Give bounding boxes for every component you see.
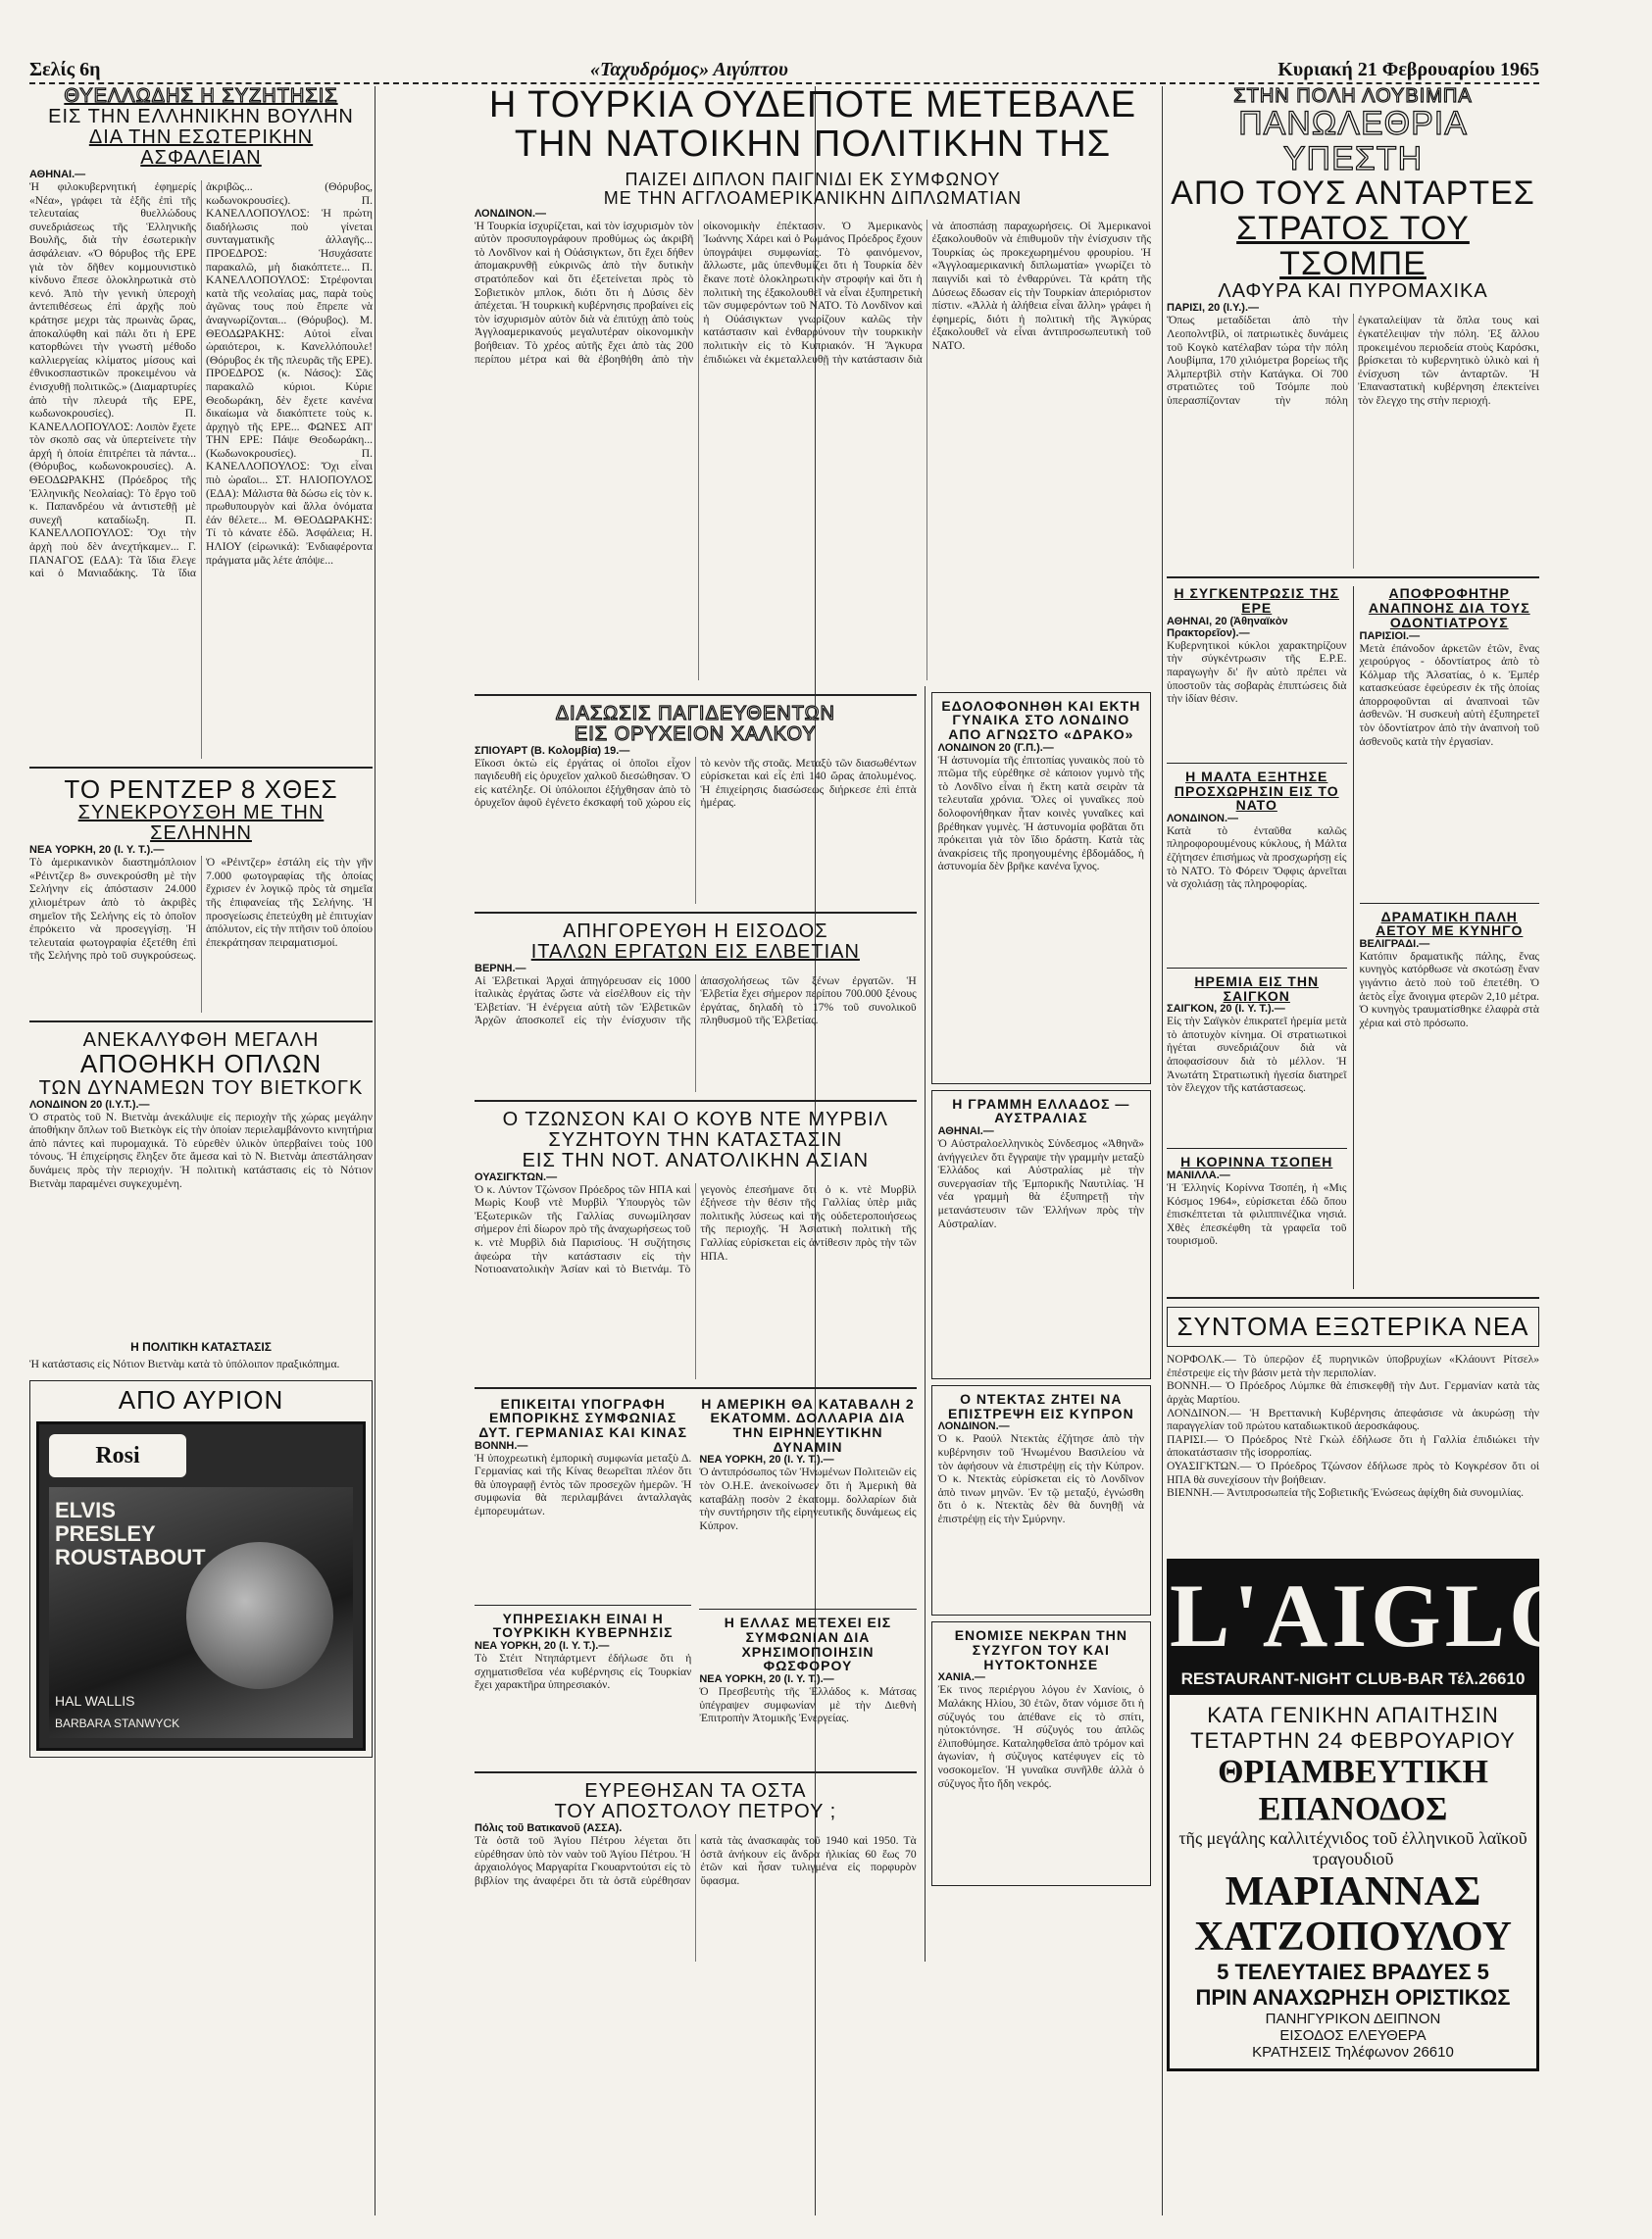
- poster-title-line: ROUSTABOUT: [55, 1545, 206, 1570]
- ad-subtitle: RESTAURANT-NIGHT CLUB-BAR Τέλ.26610: [1170, 1669, 1536, 1695]
- headline: ΑΝΕΚΑΛΥΦΘΗ ΜΕΓΑΛΗ: [82, 1029, 320, 1052]
- headline: ΕΙΣ ΟΡΥΧΕΙΟΝ ΧΑΛΚΟΥ: [574, 722, 817, 745]
- right-left-stack: [1167, 586, 1347, 1289]
- headline: Η ΚΟΡΙΝΝΑ ΤΣΟΠΕΗ: [1180, 1154, 1333, 1170]
- headline: ΔΡΑΜΑΤΙΚΗ ΠΑΛΗ ΑΕΤΟΥ ΜΕ ΚΥΝΗΓΟ: [1376, 908, 1524, 939]
- divider: [475, 1605, 691, 1606]
- divider: [475, 694, 917, 696]
- headline: Η ΣΥΓΚΕΝΤΡΩΣΙΣ ΤΗΣ ΕΡΕ: [1174, 585, 1339, 617]
- divider: [29, 767, 373, 769]
- ad-artist-name: ΜΑΡΙΑΝΝΑΣ: [1225, 1869, 1481, 1916]
- ad-line: ΤΕΤΑΡΤΗΝ 24 ΦΕΒΡΟΥΑΡΙΟΥ: [1190, 1728, 1516, 1754]
- dateline: ΒΟΝΝΗ.—: [475, 1439, 528, 1452]
- article-body: Κυβερνητικοὶ κύκλοι χαρακτηρίζουν τὴν σύγκέντρωσιν τῆς Ε.Ρ.Ε. παραγωγὴν δι' ἣν αὐτὸ πρέπει νὰ ὑποστοῦν τὰς σοβαρὰς ἐπιπτώσεις διὰ τὴν ἰδίαν θέσιν.: [1167, 638, 1347, 706]
- article-body: Ὁ Αὐστραλοελληνικὸς Σύνδεσμος «Ἀθηνᾶ» ἀνήγγειλεν ὅτι ἔγγραψε τὴν γραμμὴν μεταξὺ Ἑλλάδος καὶ Αὐστραλίας μὲ τὴν συνεργασίαν τῆς Ἐμπορικῆς Ναυτιλίας. Ἡ νέα γραμμὴ θὰ ἐξυπηρετῇ τὴν μετανάστευσιν τῶν Ἑλλήνων πρὸς τὴν Αὐστραλίαν.: [937, 1137, 1144, 1230]
- ad-line: ΕΙΣΟΔΟΣ ΕΛΕΥΘΕΡΑ: [1279, 2027, 1427, 2045]
- headline: ΑΠΟΘΗΚΗ ΟΠΛΩΝ: [79, 1049, 323, 1079]
- column-rule: [1162, 86, 1163, 2215]
- ad-body: [1170, 1695, 1536, 2068]
- page-header: [29, 57, 1539, 84]
- article-body: Αἱ Ἑλβετικαὶ Ἀρχαὶ ἀπηγόρευσαν εἰς 1000 ἰταλικὰς ἐργάτας ὥστε νὰ εἰσέλθουν εἰς τὴν Ἑλβετίαν. Ἡ ἐνέργεια αὐτὴ τῶν Ἑλβετικῶν Ἀρχῶν ἀποσκοπεῖ εἰς τὴν ἐνίσχυσιν τῆς ἀπασχολήσεως τῶν ξένων ἐργατῶν. Ἡ Ἑλβετία ἔχει σήμερον περίπου 700.000 ξένους ἐργάτας, δηλαδὴ τὸ 17% τοῦ συνολικοῦ πληθυσμοῦ τῆς Ἑλβετίας.: [475, 973, 917, 1027]
- headline: Η ΜΑΛΤΑ ΕΞΗΤΗΣΕ ΠΡΟΣΧΩΡΗΣΙΝ ΕΙΣ ΤΟ ΝΑΤΟ: [1174, 768, 1339, 814]
- poster-credit: HAL WALLIS: [55, 1693, 135, 1710]
- headline: ΔΙΑΣΩΣΙΣ ΠΑΓΙΔΕΥΘΕΝΤΩΝ: [555, 702, 835, 724]
- headline: ΕΠΙΚΕΙΤΑΙ ΥΠΟΓΡΑΦΗ ΕΜΠΟΡΙΚΗΣ ΣΥΜΦΩΝΙΑΣ ΔΥΤ. ΓΕΡΜΑΝΙΑΣ ΚΑΙ ΚΙΝΑΣ: [478, 1395, 688, 1440]
- headline: ΕΥΡΕΘΗΣΑΝ ΤΑ ΟΣΤΑ: [584, 1780, 807, 1803]
- article-america: [699, 1397, 916, 1765]
- article-body: Κατόπιν δραματικῆς πάλης, ἕνας κυνηγὸς κατόρθωσε νὰ σκοτώσῃ ἕναν γιγάντιο ἀετὸ ποὺ τοῦ ἐπετέθη. Ὁ ἀετὸς εἶχε ἄνοιγμα φτερῶν 2,10 μέτρα. Ὁ κυνηγὸς τραυματίσθηκε ἐλαφρὰ στὰ χέρια καὶ στὸ πρόσωπο.: [1359, 949, 1539, 1029]
- article-body: Ἡ ἀστυνομία τῆς ἐπιτοπίας γυναικὸς ποὺ τὸ πτῶμα τῆς εὑρέθηκε σὲ κάποιον γυμνὸ τῆς τὸ Λονδῖνο εἶναι ἡ ἕκτη κατὰ σειρὰν τὰ τελευταῖα χρόνια. Ὅλες οἱ γυναῖκες ποὺ δολοφονήθηκαν ἦταν κοινὲς γυναῖκες καὶ βρέθηκαν γυμνὲς. Ἡ ἀστυνομία φοβᾶται ὅτι πρόκειται γιὰ τὸν ἴδιο δράστη. Κατὰ τὰς ἀνακρίσεις τῆς προηγουμένης ἑβδομάδος, ἡ ἀστυνομία δὲν βρῆκε κανένα ἴχνος.: [937, 753, 1144, 873]
- divider: [475, 1100, 917, 1102]
- dateline: ΣΑΙΓΚΟΝ, 20 (Ι. Υ. Τ.).—: [1167, 1003, 1285, 1016]
- right-section: [1167, 85, 1652, 2214]
- article-body: Ὁ κ. Λύντον Τζώνσον Πρόεδρος τῶν ΗΠΑ καὶ Μωρὶς Κουβ ντὲ Μυρβὶλ Ὑπουργὸς τῶν Ἐξωτερικῶν τῆς Γαλλίας συνωμίλησαν σήμερον ἐπὶ δίωρον πρὸ τῆς ἀναχωρήσεως τοῦ κ. ντὲ Μυρβὶλ διὰ Παρισίους. Ἡ συζήτησις ἀφεώρα τὴν κατάστασιν εἰς τὴν Νοτιοανατολικὴν Ἀσίαν καὶ τὸ Βιετνάμ. Τὸ γεγονὸς ἐπεσήμανε ὅτι ὁ κ. ντὲ Μυρβὶλ ἐξήνεσε τὴν θέσιν τῆς Γαλλίας ὑπὲρ μιᾶς πολιτικῆς λύσεως καὶ τῆς οὐδετεροποιήσεως τῆς περιοχῆς. Ἡ Ἀσιατικὴ πολιτικὴ τῆς Γαλλίας εὑρίσκεται εἰς ἀντίθεσιν πρὸς τὴν τῶν ΗΠΑ.: [475, 1182, 917, 1276]
- article-body: Ἡ Ἑλληνίς Κορίννα Τσοπέη, ἡ «Μις Κόσμος 1964», εὑρίσκεται ἐδῶ ὅπου ἐπισκέπτεται τὰ φιλιππινέζικα νησιά. Χθὲς ἐπεσκέφθη τὰ γραφεῖα τοῦ τουρισμοῦ.: [1167, 1180, 1347, 1248]
- divider: [475, 912, 917, 914]
- lead-headline: ΤΗΝ ΝΑΤΟΙΚΗΝ ΠΟΛΙΤΙΚΗΝ ΤΗΣ: [514, 123, 1112, 165]
- poster-title: [55, 1499, 206, 1569]
- headline: ΗΡΕΜΙΑ ΕΙΣ ΤΗΝ ΣΑΙΓΚΟΝ: [1194, 972, 1320, 1004]
- dateline: ΛΟΝΔΙΝΟΝ 20 (Ι.Υ.Τ.).—: [29, 1098, 150, 1111]
- poster-figure: [186, 1542, 333, 1689]
- article-chania: [931, 1621, 1151, 1886]
- lower-middle: [475, 686, 1151, 1963]
- headline: ΤΟΥ ΑΠΟΣΤΟΛΟΥ ΠΕΤΡΟΥ ;: [554, 1801, 837, 1823]
- article-body: Τὰ ὀστᾶ τοῦ Ἁγίου Πέτρου λέγεται ὅτι εὑρέθησαν ὑπὸ τὸν ναὸν τοῦ Ἁγίου Πέτρου. Ἡ ἀρχαιολόγος Μαργαρίτα Γκουαρντούτσι εἰς τὸ βιβλίον της ἀναφέρει ὅτι τὰ ὀστᾶ εὑρέθησαν κατὰ τὰς ἀνασκαφὰς τοῦ 1940 καὶ 1950. Τὰ ὀστᾶ ἀνήκουν εἰς ἄνδρα ἡλικίας 60 ἕως 70 ἐτῶν καὶ ἦσαν τυλιγμένα εἰς πορφυρὸν ὕφασμα.: [475, 1834, 917, 1887]
- ad-line: ΕΠΑΝΟΔΟΣ: [1258, 1791, 1448, 1828]
- headline: ΠΑΝΩΛΕΘΡΙΑ ΥΠΕΣΤΗ: [1238, 105, 1468, 177]
- column-1: [29, 86, 373, 2214]
- ad-artist-name: ΧΑΤΖΟΠΟΥΛΟΥ: [1194, 1915, 1512, 1961]
- divider: [1167, 968, 1347, 969]
- page-number: Σελίς 6η: [29, 58, 101, 80]
- divider: [29, 1020, 373, 1022]
- ad-line: ΚΑΤΑ ΓΕΝΙΚΗΝ ΑΠΑΙΤΗΣΙΝ: [1207, 1703, 1499, 1728]
- dateline: ΛΟΝΔΙΝΟΝ.—: [937, 1420, 1010, 1433]
- headline: ΣΥΖΗΤΟΥΝ ΤΗΝ ΚΑΤΑΣΤΑΣΙΝ: [548, 1128, 843, 1151]
- brief-item: ΟΥΑΣΙΓΚΤΩΝ.— Ὁ Πρόεδρος Τζώνσον ἐδήλωσε πρὸς τὸ Κογκρέσον ὅτι οἱ ΗΠΑ θὰ συνεχίσουν τὴν βοήθειαν.: [1167, 1459, 1539, 1486]
- divider: [1167, 1148, 1347, 1149]
- headline: ΤΩΝ ΔΥΝΑΜΕΩΝ ΤΟΥ ΒΙΕΤΚΟΓΚ: [38, 1076, 364, 1099]
- dateline: ΑΘΗΝΑΙ, 20 (Ἀθηναϊκὸν Πρακτορεῖον).—: [1167, 615, 1288, 639]
- article-london-murder: [931, 692, 1151, 1084]
- ad-line: ΠΡΙΝ ΑΝΑΧΩΡΗΣΗ ΟΡΙΣΤΙΚΩΣ: [1195, 1985, 1511, 2011]
- headline: ΕΙΣ ΤΗΝ ΝΟΤ. ΑΝΑΤΟΛΙΚΗΝ ΑΣΙΑΝ: [522, 1149, 870, 1171]
- article-body: Εἰς τὴν Σαϊγκὸν ἐπικρατεῖ ἠρεμία μετὰ τὸ ἀποτυχὸν κίνημα. Οἱ στρατιωτικοὶ ἡγέται συνεδριάζουν διὰ νὰ ἀποφασίσουν διὰ τὸ μέλλον. Ἡ Ἀνωτάτη Στρατιωτικὴ ἡγεσία διατηρεῖ τὸν ἔλεγχον τῆς κατάστασεως.: [1167, 1015, 1347, 1095]
- headline: Η ΕΛΛΑΣ ΜΕΤΕΧΕΙ ΕΙΣ ΣΥΜΦΩΝΙΑΝ ΔΙΑ ΧΡΗΣΙΜΟΠΟΙΗΣΙΝ ΦΩΣΦΟΡΟΥ: [724, 1615, 892, 1674]
- article-body: Ὁ κ. Ραούλ Ντεκτὰς ἐζήτησε ἀπὸ τὴν κυβέρνησιν τοῦ Ἡνωμένου Βασιλείου νὰ τὸν ἀφήσουν νὰ ἐπιστρέψῃ εἰς τὴν Κύπρον. Ὁ κ. Ντεκτὰς εὑρίσκεται εἰς τὸ Λονδῖνον ἀπὸ τινων μηνῶν. Ἐν τῷ μεταξύ, ἐγνώσθη ὅτι ὁ κ. Ντεκτὰς δὲν θὰ δυνηθῇ νὰ ἐπιστρέψῃ εἰς τὴν Σμύρνην.: [937, 1432, 1144, 1525]
- headline: ΕΙΣ ΤΗΝ ΕΛΛΗΝΙΚΗΝ ΒΟΥΛΗΝ: [48, 106, 354, 127]
- headline: Ο ΤΖΩΝΣΟΝ ΚΑΙ Ο ΚΟΥΒ ΝΤΕ ΜΥΡΒΙΛ: [502, 1108, 889, 1130]
- article-body: Τὸ Στέιτ Ντηπάρτμεντ ἐδήλωσε ὅτι ἡ σχηματισθεῖσα νέα κυβέρνησις εἰς Τουρκίαν ἔχει χαρακτῆρα ὑπηρεσιακόν.: [475, 1652, 692, 1692]
- subheading: Η ΠΟΛΙΤΙΚΗ ΚΑΤΑΣΤΑΣΙΣ: [130, 1339, 272, 1354]
- poster-title-line: ELVIS: [55, 1498, 116, 1523]
- divider: [1167, 576, 1539, 578]
- headline: ΕΔΟΛΟΦΟΝΗΘΗ ΚΑΙ ΕΚΤΗ ΓΥΝΑΙΚΑ ΣΤΟ ΛΟΝΔΙΝΟ ΑΠΟ ΑΓΝΩΣΤΟ «ΔΡΑΚΟ»: [941, 697, 1141, 742]
- headline: Η ΑΜΕΡΙΚΗ ΘΑ ΚΑΤΑΒΑΛΗ 2 ΕΚΑΤΟΜΜ. ΔΟΛΛΑΡΙΑ ΔΙΑ ΤΗΝ ΕΙΡΗΝΕΥΤΙΚΗΝ ΔΥΝΑΜΙΝ: [701, 1395, 915, 1455]
- article-body: Ὁ στρατὸς τοῦ Ν. Βιετνὰμ ἀνεκάλυψε εἰς περιοχὴν τῆς χώρας μεγάλην ἀποθήκην ὅπλων τοῦ Βιετκὸγκ εἰς τὴν ὁποίαν περιελαμβάνοντο κινητήρια ἀπὸ πάντες καὶ πυρομαχικά. Τὸ εὑρεθὲν ὑλικὸν ὑπερβαίνει τοὺς 100 τόνους. Ἡ ἐπιχείρησις ἔληξεν ὅτε ἄμεσα καὶ τὸ Ν. Βιετνὰμ ἀπεστάλησαν δυνάμεις πρὸς τὴν περιοχήν. Ἡ πολιτικὴ κατάστασις εἰς τὸ Νότιον Βιετνὰμ παραμένει συγκεχυμένη.: [29, 1110, 373, 1190]
- ad-line: 5 ΤΕΛΕΥΤΑΙΕΣ ΒΡΑΔΥΕΣ 5: [1217, 1960, 1489, 1985]
- brief-item: ΠΑΡΙΣΙ.— Ὁ Πρόεδρος Ντὲ Γκὼλ ἐδήλωσε ὅτι ἡ Γαλλία ἐπιδιώκει τὴν ἀποκατάστασιν τῆς ἰσορροπίας.: [1167, 1432, 1539, 1460]
- article-trade: [475, 1397, 691, 1765]
- dateline: ΒΕΡΝΗ.—: [475, 962, 526, 974]
- cinema-poster: [36, 1421, 366, 1751]
- ad-logo: L'AIGLON: [1170, 1562, 1536, 1669]
- ad-line: τῆς μεγάλης καλλιτέχνιδος τοῦ ἐλληνικοῦ λαϊκοῦ τραγουδιοῦ: [1178, 1828, 1527, 1869]
- poster-credit: BARBARA STANWYCK: [55, 1717, 180, 1731]
- headline: ΑΠΗΓΟΡΕΥΘΗ Η ΕΙΣΟΔΟΣ: [563, 920, 828, 942]
- headline: ΣΤΡΑΤΟΣ ΤΟΥ ΤΣΟΜΠΕ: [1236, 210, 1470, 282]
- headline: Ο ΝΤΕΚΤΑΣ ΖΗΤΕΙ ΝΑ ΕΠΙΣΤΡΕΨΗ ΕΙΣ ΚΥΠΡΟΝ: [947, 1391, 1134, 1421]
- dateline: ΣΠΙΟΥΑΡΤ (Β. Κολομβία) 19.—: [475, 744, 630, 757]
- article-body: Μετὰ ἐπάνοδον ἀρκετῶν ἐτῶν, ἓνας χειρούργος - ὀδοντίατρος ἀπὸ τὸ Κόλμαρ τῆς Ἀλσατίας, ὁ κ. Ἐμπέρ κατασκεύασε ἐφεύρεσιν ἐκ τῆς ὁποίας ἀπορροφοῦνται αἱ ἀναπνοαὶ τῶν ἀσθενῶν. Ἡ συσκευὴ αὐτὴ ἐξυπηρετεῖ τὸν ὀδοντίατρον ἀπὸ τὴν ἀναπνοὴ τοῦ ἀσθενοῦς κατὰ τὴν ἐργασίαν.: [1359, 641, 1539, 748]
- poster-title-line: PRESLEY: [55, 1521, 156, 1547]
- issue-date: Κυριακή 21 Φεβρουαρίου 1965: [1277, 58, 1539, 80]
- article-body: Ὁ Πρεσβευτὴς τῆς Ἑλλάδος κ. Μάτσας ὑπέγραψεν συμφωνίαν μὲ τὴν Διεθνὴ Ἐπιτροπὴν Ἀτομικῆς Ἐνεργείας.: [699, 1685, 917, 1725]
- divider: [1167, 763, 1347, 764]
- restaurant-ad: [1167, 1559, 1652, 2071]
- headline: ΤΟ ΡΕΝΤΖΕΡ 8 ΧΘΕΣ: [64, 774, 338, 804]
- ad-line: ΠΑΝΗΓΥΡΙΚΟΝ ΔΕΙΠΝΟΝ: [1265, 2011, 1441, 2028]
- headline: ΥΠΗΡΕΣΙΑΚΗ ΕΙΝΑΙ Η ΤΟΥΡΚΙΚΗ ΚΥΒΕΡΝΗΣΙΣ: [492, 1610, 674, 1641]
- dateline: ΝΕΑ ΥΟΡΚΗ, 20 (Ι. Υ. Τ.).—: [29, 844, 165, 857]
- headline: ΣΤΗΝ ΠΟΛΗ ΛΟΥΒΙΜΠΑ: [1233, 85, 1473, 107]
- headline: ΑΠΟΦΡΟΦΗΤΗΡ ΑΝΑΠΝΟΗΣ ΔΙΑ ΤΟΥΣ ΟΔΟΝΤΙΑΤΡΟΥΣ: [1368, 585, 1530, 630]
- lead-subheadline: ΠΑΙΖΕΙ ΔΙΠΛΟΝ ΠΑΙΓΝΙΔΙ ΕΚ ΣΥΜΦΩΝΟΥ: [625, 169, 1001, 189]
- divider: [1360, 903, 1540, 904]
- right-two-columns: [1167, 586, 1539, 1289]
- article-body: Κατὰ τὸ ἐνταῦθα καλῶς πληροφορουμένους κύκλους, ἡ Μάλτα ἐζήτησεν ἐπισήμως νὰ προσχωρήσῃ εἰς τὸ ΝΑΤΟ. Τὸ Φόρειν Ὄφφις ἀρνεῖται νὰ σχολιάσῃ τὰς πληροφορίας.: [1167, 823, 1347, 891]
- middle-right-stack: [925, 686, 1151, 1963]
- article-ranger: [29, 776, 373, 1013]
- brief-item: ΒΟΝΝΗ.— Ὁ Πρόεδρος Λύμπκε θὰ ἐπισκεφθῇ τὴν Δυτ. Γερμανίαν κατὰ τὰς ἀρχὰς Μαρτίου.: [1167, 1379, 1539, 1407]
- short-items-row: [475, 1397, 917, 1765]
- article-denktash: [931, 1385, 1151, 1616]
- dateline: ΒΕΛΙΓΡΑΔΙ.—: [1359, 937, 1430, 950]
- headline: ΣΥΝΕΚΡΟΥΣΘΗ ΜΕ ΤΗΝ ΣΕΛΗΝΗΝ: [77, 802, 325, 845]
- dateline: ΧΑΝΙΑ.—: [937, 1671, 985, 1684]
- article-body: Ἡ κατάστασις εἰς Νότιον Βιετνὰμ κατὰ τὸ ὑπόλοιπον πραξικόπημα.: [29, 1357, 340, 1370]
- ad-line: ΚΡΑΤΗΣΕΙΣ Τηλέφωνον 26610: [1252, 2044, 1454, 2062]
- brief-news-list: [1167, 1353, 1539, 1549]
- dateline: ΑΘΗΝΑΙ.—: [29, 169, 86, 180]
- headline: ΙΤΑΛΩΝ ΕΡΓΑΤΩΝ ΕΙΣ ΕΛΒΕΤΙΑΝ: [530, 940, 860, 963]
- headline: ΕΝΟΜΙΣΕ ΝΕΚΡΑΝ ΤΗΝ ΣΥΖΥΓΟΝ ΤΟΥ ΚΑΙ ΗΥΤΟΚΤΟΝΗΣΕ: [954, 1627, 1127, 1672]
- brief-item: ΒΙΕΝΝΗ.— Ἀντιπροσωπεία τῆς Σοβιετικῆς Ἑνώσεως ἀφίχθη διὰ συνομιλίας.: [1167, 1486, 1525, 1500]
- dateline: ΑΘΗΝΑΙ.—: [937, 1125, 994, 1137]
- lead-subheadline: ΜΕ ΤΗΝ ΑΓΓΛΟΑΜΕΡΙΚΑΝΙΚΗΝ ΔΙΠΛΩΜΑΤΙΑΝ: [603, 187, 1023, 208]
- divider: [475, 1387, 917, 1389]
- headline: ΑΠΟ ΤΟΥΣ ΑΝΤΑΡΤΕΣ: [1171, 174, 1535, 213]
- dateline: ΝΕΑ ΥΟΡΚΗ, 20 (Ι. Υ. Τ.).—: [475, 1640, 610, 1652]
- middle-left-stack: [475, 686, 917, 1963]
- article-body: Ἐκ τινος περιέργου λόγου ἐν Χανίοις, ὁ Μαλάκης Ηλίου, 30 ἐτῶν, ὅταν νόμισε ὅτι ἡ σύζυγός του ἀπέθανε εἰς τὸ σπίτι, ηὐτοκτόνησε. Ἡ σύζυγός του ἀπλῶς ἐλιποθύμησε. Καταληφθεῖσα ἀπὸ τρόμον καὶ ἀγωνίαν, ἡ σύζυγος κατέφυγεν εἰς τὸ νοσοκομεῖον. Ἡ γυναῖκα συνῆλθε ἀλλὰ ὁ σύζυγος ἦτο ἤδη νεκρός.: [937, 1683, 1144, 1790]
- divider: [475, 1771, 917, 1773]
- article-body: Τὸ ἀμερικανικὸν διαστημόπλοιον «Ρέιντζερ 8» συνεκρούσθη μὲ τὴν Σελήνην εἰς ἀπόστασιν 24.000 χιλιομέτρων ἀπὸ τὸ ἀκριβὲς σημεῖον τῆς Σελήνης εἰς τὸ ὁποῖον ἐπρόκειτο νὰ προσεγγίσῃ. Ἡ τελευταία φωτογραφία ἐξετέθη ἐπὶ τῆς Σελήνης πρὸ τοῦ συγκρούσεως. Ὁ «Ρέιντζερ» ἐστάλη εἰς τὴν γῆν 7.000 φωτογραφίας τῆς ὁποίας ἔχρισεν ἐν λογικῷ πρὸς τὰ σημεῖα τῆς ἐπιφανείας τῆς Σελήνης. Ἡ προσγείωσις ἐπετεύχθη μὲ ἐπιτυχίαν ἀπόλυτον, εἰς τὴν πτῆσιν τοῦ ὁποίου ἐπεκράτησαν πειραματισμοί.: [29, 856, 373, 963]
- right-right-stack: [1353, 586, 1540, 1289]
- dateline: ΝΕΑ ΥΟΡΚΗ, 20 (Ι. Υ. Τ.).—: [699, 1673, 834, 1686]
- subheadline: ΛΑΦΥΡΑ ΚΑΙ ΠΥΡΟΜΑΧΙΚΑ: [1218, 280, 1488, 303]
- masthead: «Ταχυδρόμος» Αιγύπτου: [590, 58, 788, 80]
- cinema-logo: Rosi: [49, 1434, 186, 1477]
- lead-headline: Η ΤΟΥΡΚΙΑ ΟΥΔΕΠΟΤΕ ΜΕΤΕΒΑΛΕ: [488, 84, 1137, 125]
- article-australia-line: [931, 1090, 1151, 1379]
- headline: ΔΙΑ ΤΗΝ ΕΣΩΤΕΡΙΚΗΝ ΑΣΦΑΛΕΙΑΝ: [88, 126, 314, 169]
- dateline: ΛΟΝΔΙΝΟΝ.—: [475, 207, 547, 220]
- article-body: Ἡ ὑποχρεωτικὴ ἐμπορικὴ συμφωνία μεταξὺ Δ. Γερμανίας καὶ τῆς Κίνας θεωρεῖται πλέον ὅτι θὰ ὑπογραφῇ ἐντὸς τῶν προσεχῶν ἡμερῶν. Ἡ συμφωνία θὰ περιλαμβάνει ἀνταλλαγὰς ἐμπορευμάτων.: [475, 1451, 692, 1518]
- divider: [1167, 1297, 1539, 1299]
- article-vietcong: [29, 1030, 373, 1370]
- headline: ΣΥΝΤΟΜΑ ΕΞΩΤΕΡΙΚΑ ΝΕΑ: [1176, 1311, 1529, 1341]
- article-body: Ὅπως μεταδίδεται ἀπὸ τὴν Λεοπολντβίλ, οἱ πατριωτικὲς δυνάμεις τοῦ Κογκὸ κατέλαβαν τώρα τὴν πόλη Λουβίμπα, 170 χιλιόμετρα βορείως τῆς Ἀλμπερτβὶλ στὴν Κατάγκα. Οἱ 700 στρατιῶτες τοῦ Τσόμπε ποὺ ὑπερασπίζονταν τὴν πόλη ἐγκαταλείψαν τὰ ὅπλα τους καὶ ἐγκατέλειψαν τὴν πόλη. Ἐξ ἄλλου προκειμένου περιοδεία στοὺς Καρόσκι, βρίσκεται τὸ κυβερνητικὸ ὑλικὸ καὶ ἡ ἐνίσχυση τῶν ἀνταρτῶν. Ἡ Ἐπαναστατικὴ κυβέρνηση ἐπεκτείνει τὸν ἔλεγχο της στὴν περιοχή.: [1167, 314, 1539, 407]
- brief-item: ΛΟΝΔΙΝΟΝ.— Ἡ Βρεττανικὴ Κυβέρνησις ἀπεφάσισε νὰ ἀκυρώσῃ τὴν παραγγελίαν τοῦ πρώτου καταδιωκτικοῦ ἀεροσκάφους.: [1167, 1406, 1539, 1433]
- cinema-ad: [29, 1380, 373, 1758]
- article-parliament: [29, 86, 373, 759]
- article-body: Ὁ ἀντιπρόσωπος τῶν Ἡνωμένων Πολιτειῶν εἰς τὸν Ο.Η.Ε. ἀνεκοίνωσεν ὅτι ἡ Ἀμερικὴ θὰ καταβάλῃ ποσὸν 2 ἑκατομμ. δολλαρίων διὰ τὴν συντήρησιν τῆς εἰρηνευτικῆς δυνάμεως εἰς Κύπρον.: [699, 1466, 917, 1532]
- article-body: Ἡ Τουρκία ἰσχυρίζεται, καὶ τὸν ἰσχυρισμὸν τὸν αὐτὸν προσυπογράφουν προθύμως ὡς ἀκριβῆ τὸ Λονδῖνον καὶ ἡ Οὐάσιγκτων, ὅτι ἔχει δήθεν ἀπομακρυνθῇ εὐκρινῶς ἀπὸ τὴν δυτικὴν στρατόπεδον καὶ ὅτι ἐξετείνεται πρὸς τὸ Σοβιετικὸν μπλοκ, διότι ὅτι ἡ Δύσις δὲν ἀπέχεται. Ἡ τουρκικὴ κυβέρνησις προβαίνει εἰς τὸν ἰσχυρισμὸν αὐτὸν διὰ νὰ ἐπιτύχῃ ἀπὸ τοὺς Ἀγγλοαμερικανούς μεγαλυτέραν οἰκονομικὴν βοήθειαν. Τὸ χρέος αὐτῆς ἔχει ἀπὸ τὰς 200 περίπου μέτρα καὶ θὰ ἐβοηθήθη ἀπὸ τὴν οἰκονομικὴν ἐπέκτασιν. Ὁ Ἀμερικανὸς Ἰωάννης Χάρει καὶ ὁ Ρωμάνος Πρόεδρος ἔχουν ὑπογράψει συμφωνίας. Τὸ φαινόμενον, ἄλλωστε, μᾶς ὑπενθυμίζει ὅτι ἡ Τουρκία δὲν ἔκανε ποτὲ ὁλοκληρωτικὴν στροφήν καὶ ὅτι ἡ πολιτικὴ της ἐξακολουθεῖ νὰ εἶναι ἐξυπηρετικὴ τῶν συμφερόντων τοῦ ΝΑΤΟ. Τὸ Λονδῖνον καὶ ἡ Οὐάσιγκτων γνωρίζουν καλῶς τὴν κατάστασιν καὶ ἐνθαρρύνουν τὴν τουρκικὴν πολιτικὴν εἰς τὸ Κυπριακόν. Ἡ Ἄγκυρα ἐπιδιώκει νὰ ἐκμεταλλευθῇ τὴν κατάστασιν διὰ νὰ ἀποσπάσῃ παραχωρήσεις. Οἱ Ἀμερικανοὶ ἐξακολουθοῦν νὰ ἐπιθυμοῦν τὴν ἐνίσχυσιν τῆς Τουρκίας ὡς προκεχωρημένου φρουρίου. Ἡ «Ἀγγλοαμερικανικὴ διπλωματία» γνωρίζει τὸ παιγνίδι καὶ τὸ ἐνθαρρύνει. Τὰ κράτη τῆς Δύσεως ἔδωσαν εἰς τὴν Τουρκίαν ἀπεριόριστον πίστιν. «Ἀλλὰ ἡ ἀλήθεια εἶναι ἄλλη» γράφει ἡ ἐφημερίς, διότι ἡ πολιτικὴ τῆς Ἀγκύρας ἐξακολουθεῖ νὰ εἶναι ἀντιπροσωπευτικὴ τοῦ ΝΑΤΟ.: [475, 219, 1151, 366]
- dateline: ΝΕΑ ΥΟΡΚΗ, 20 (Ι. Υ. Τ.).—: [699, 1454, 834, 1467]
- brief-item: ΝΟΡΦΟΛΚ.— Τὸ ὑπερῷον ἐξ πυρηνικῶν ὑποβρυχίων «Κλάουντ Ρίτσελ» ἐπέστρεψε εἰς τὴν βάσιν μετὰ τὴν περιπολίαν.: [1167, 1353, 1539, 1379]
- ad-label: ΑΠΟ ΑΥΡΙΟΝ: [118, 1385, 284, 1416]
- dateline: ΛΟΝΔΙΝΟΝ 20 (Γ.Π.).—: [937, 741, 1054, 754]
- article-body: Εἴκοσι ὀκτὼ εἰς ἐργάτας οἱ ὁποῖοι εἶχον παγιδευθῆ εἰς ὀρυχεῖον χαλκοῦ διεσώθησαν. Ὁ εἰς κατέληξε. Οἱ ὑπόλοιποι ἐξήχθησαν ἀπὸ τὸ ὀρυχεῖον ἀφοῦ ἐγένετο ἐκσκαφή τοῦ χώρου εἰς τὸ κενὸν τῆς στοᾶς. Μεταξὺ τῶν διασωθέντων εὑρίσκεται καὶ εἷς ἐπὶ 140 ὥρας ἀπολυμένος. Ἡ ἐπιχείρησις διασώσεως διήρκεσε ἐπὶ ἑπτὰ ἡμέρας.: [475, 756, 917, 810]
- middle-section: [475, 86, 1151, 2214]
- headline: ΘΥΕΛΛΩΔΗΣ Η ΣΥΖΗΤΗΣΙΣ: [64, 85, 338, 107]
- ad-line: ΘΡΙΑΜΒΕΥΤΙΚΗ: [1218, 1754, 1488, 1791]
- dateline: ΟΥΑΣΙΓΚΤΩΝ.—: [475, 1170, 558, 1183]
- dateline: Πόλις τοῦ Βατικανοῦ (ΑΣΣΑ).: [475, 1822, 623, 1835]
- divider: [699, 1609, 916, 1610]
- article-body: Ἡ φιλοκυβερνητική ἐφημερίς «Νέα», γράφει τὰ ἑξῆς ἐπὶ τῆς τελευταίας θυελλώδους συνεδριάσεως τῆς Ἑλληνικῆς Βουλῆς, διὰ τὴν ἐσωτερικὴν ἀσφάλειαν. «Ὁ θόρυβος τῆς ΕΡΕ γιὰ τὸν δῆθεν κομμουνιστικὸ κίνδυνο ἔπεσε ὁλοκληρωτικὰ στὸ κενό. Ἀπὸ τὴν γενικὴ ὑπεροχὴ ἀντεπιθέσεως ἐπὶ ἀρχῆς ποὺ κράτησε μεχρι τὰς πρωινὰς ὥρας, ἀποκαλύφθη καὶ πάλι ὅτι ἡ ΕΡΕ κατορθώνει τὴν γνωστὴ μέθοδο καλλιεργείας κλίματος μίσους καὶ ἐθνικοσπαστικῶν προκειμένου νὰ ἐνισχυθῇ πολιτικῶς.» (Διαμαρτυρίες ἀπὸ τὴν πλευρά τῆς ΕΡΕ, κωδωνοκρουσίες). Π. ΚΑΝΕΛΛΟΠΟΥΛΟΣ: Λοιπὸν ἔχετε τὸν σκοπὸ σας νὰ ὑπερτείνετε τὴν ἀρχή ἡ ὁποία ἐπιτρέπει τὰ πάντα... (Θόρυβος, κωδωνοκρουσίες). Α. ΘΕΟΔΩΡΑΚΗΣ (Πρόεδρος τῆς Ἑλληνικῆς Νεολαίας): Τὸ ἔργο τοῦ κ. Παπανδρέου νὰ ἀντιστεθῇ μὲ συνεχῆ καταδίωξη. Π. ΚΑΝΕΛΛΟΠΟΥΛΟΣ: Ὄχι τὴν ἀρχὴ ποὺ δὲν ἀνεχτήκαμεν... Γ. ΠΑΝΑΓΟΣ (ΕΔΑ): Τὰ ἴδια ἔλεγε καὶ ὁ Μανιαδάκης. Τὰ ἴδια ἀκριβῶς... (Θόρυβος, κωδωνοκρουσίες). Π. ΚΑΝΕΛΛΟΠΟΥΛΟΣ: Ἡ πρώτη διαδήλωσις ποὺ γίνεται συνταγματικῆς ἀλλαγῆς... ΠΡΟΕΔΡΟΣ: Ἡσυχάσατε παρακαλῶ, μὴ διακόπτετε... Π. ΚΑΝΕΛΛΟΠΟΥΛΟΣ: Στρέφονται κατὰ τῆς νεολαίας μας, παρὰ τοὺς ἀγῶνας τους ποὺ ἔπρεπε νὰ ἀναγνωρίζονται... (Θόρυβος). Μ. ΘΕΟΔΩΡΑΚΗΣ: Αὐτοὶ εἶναι ὡραιότεροι, κ. Κανελλόπουλε! (Θόρυβος ἐκ τῆς πλευρᾶς τῆς ΕΡΕ). ΠΡΟΕΔΡΟΣ (κ. Νάσος): Σᾶς παρακαλῶ κύριοι. Κύριε Θεοδωράκη, δὲν ἔχετε κανένα δικαίωμα νὰ διακόπτετε τοὺς κ. ἀρχηγὸ τῆς ΕΡΕ... ΦΩΝΕΣ ΑΠ' ΤΗΝ ΕΡΕ: Πάψε Θεοδωράκη... (Κωδωνοκρουσίες). Π. ΚΑΝΕΛΛΟΠΟΥΛΟΣ: Ὄχι εἶναι πιὸ ὡραῖοι... ΣΤ. ΗΛΙΟΠΟΥΛΟΣ (ΕΔΑ): Μάλιστα θὰ δώσω εἰς τὸν κ. πρωθυπουργὸν καὶ ἄλλα ὀνόματα ἐάν θέλετε... Μ. ΘΕΟΔΩΡΑΚΗΣ: Τί τὸ κάνατε ἐδῶ. Ἀσφάλεια; Η. ΗΛΙΟΥ (εἰρωνικά): Ἐνδιαφέροντα πράγματα μᾶς λέτε ἀπόψε...: [29, 180, 373, 580]
- dateline: ΛΟΝΔΙΝΟΝ.—: [1167, 812, 1239, 824]
- dateline: ΠΑΡΙΣΙ, 20 (Ι.Υ.).—: [1167, 302, 1260, 315]
- dateline: ΠΑΡΙΣΙΟΙ.—: [1359, 629, 1421, 642]
- brief-foreign-news: [1167, 1307, 1539, 1347]
- dateline: ΜΑΝΙΛΛΑ.—: [1167, 1169, 1230, 1181]
- headline: Η ΓΡΑΜΜΗ ΕΛΛΑΔΟΣ — ΑΥΣΤΡΑΛΙΑΣ: [952, 1095, 1130, 1126]
